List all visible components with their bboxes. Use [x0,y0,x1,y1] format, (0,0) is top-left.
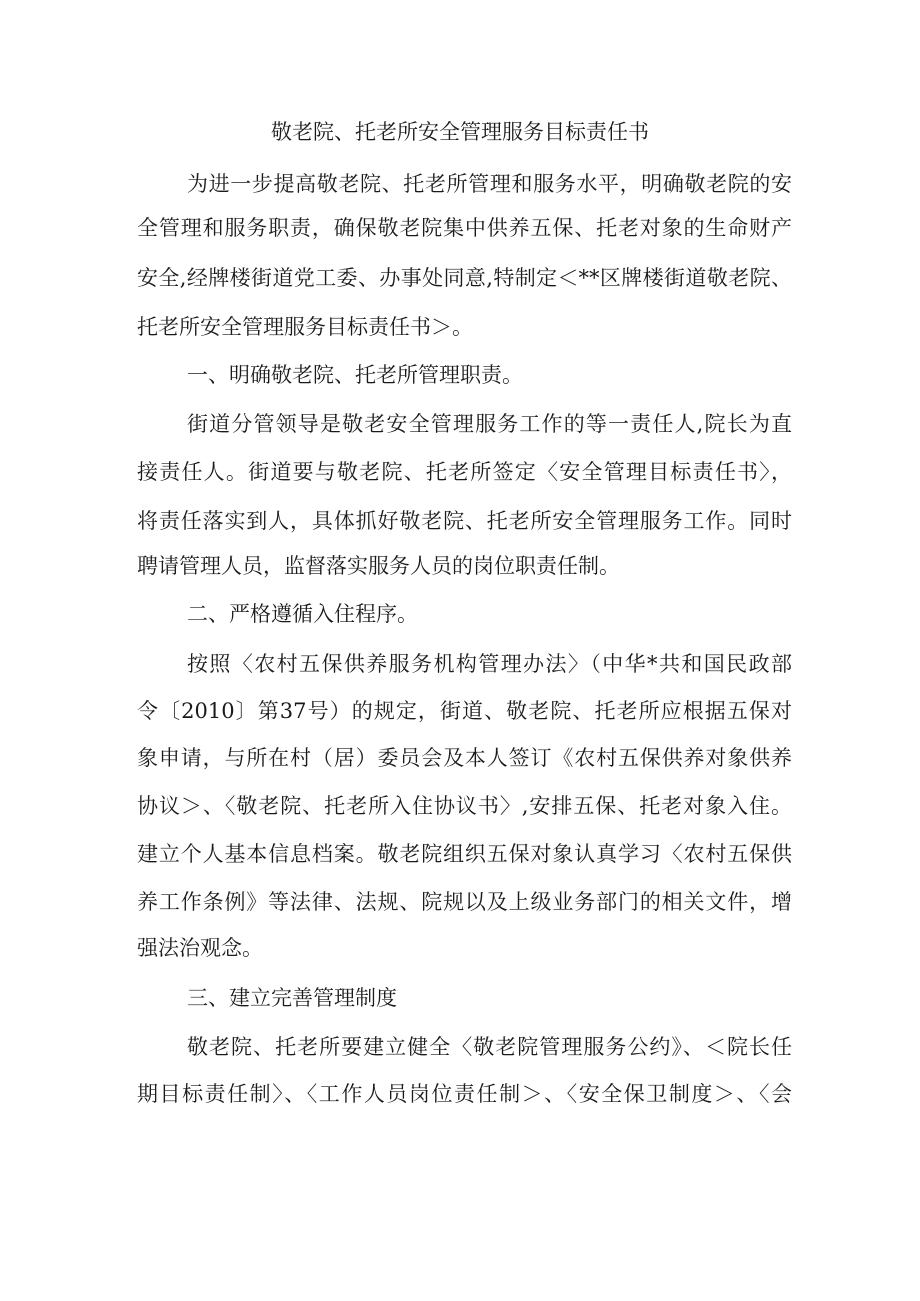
section3-line-2: 期目标责任制〉、〈工作人员岗位责任制＞、〈安全保卫制度＞、〈会 [137,1082,792,1106]
section1-line-4: 聘请管理人员，监督落实服务人员的岗位职责任制。 [137,554,620,578]
intro-line-1: 为进一步提高敬老院、托老所管理和服务水平，明确敬老院的安 [187,172,792,196]
section3-line-1: 敬老院、托老所要建立健全〈敬老院管理服务公约》、＜院长任 [187,1035,792,1059]
section2-heading: 二、严格遵循入住程序。 [187,602,418,626]
section2-line-5: 建立个人基本信息档案。敬老院组织五保对象认真学习〈农村五保供 [137,842,792,866]
section1-line-2: 接责任人。街道要与敬老院、托老所签定〈安全管理目标责任书〉， [137,460,792,484]
section2-line-4: 协议＞、〈敬老院、托老所入住协议书〉,安排五保、托老对象入住。 [137,794,792,818]
section3-heading: 三、建立完善管理制度 [187,986,397,1010]
intro-line-3: 安全,经牌楼街道党工委、办事处同意,特制定＜**区牌楼街道敬老院、 [137,266,792,290]
section2-line-2: 令〔2010〕第37号）的规定，街道、敬老院、托老所应根据五保对 [137,699,792,723]
section2-line-7: 强法治观念。 [137,936,263,960]
section2-line-3: 象申请，与所在村（居）委员会及本人签订《农村五保供养对象供养 [137,746,792,770]
section1-line-1: 街道分管领导是敬老安全管理服务工作的等一责任人,院长为直 [187,412,792,436]
document-title: 敬老院、托老所安全管理服务目标责任书 [271,120,649,144]
section1-line-3: 将责任落实到人，具体抓好敬老院、托老所安全管理服务工作。同时 [137,509,792,533]
section2-line-1: 按照〈农村五保供养服务机构管理办法〉（中华*共和国民政部 [187,652,792,676]
intro-line-2: 全管理和服务职责，确保敬老院集中供养五保、托老对象的生命财产 [137,216,792,240]
section2-line-6: 养工作条例》等法律、法规、院规以及上级业务部门的相关文件，增 [137,890,792,914]
intro-line-4: 托老所安全管理服务目标责任书＞。 [137,315,473,339]
section1-heading: 一、明确敬老院、托老所管理职责。 [187,363,523,387]
